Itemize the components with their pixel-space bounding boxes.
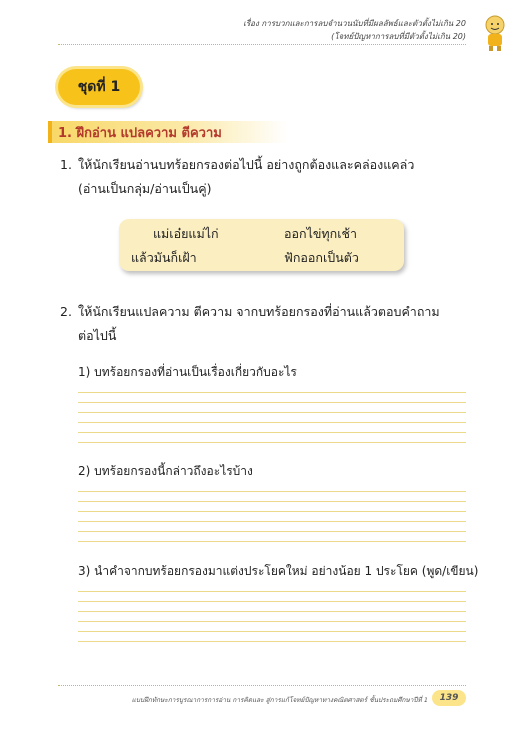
question-1-text: ให้นักเรียนอ่านบทร้อยกรองต่อไปนี้ อย่างถูกต้องและคล่องแคล่ว (78, 157, 415, 172)
poem-line2-left: แล้วมันก็เฝ้า (131, 250, 197, 265)
page-number-badge (432, 690, 466, 706)
question-2-text-2: ต่อไปนี้ (78, 328, 117, 343)
question-1 (60, 153, 414, 201)
answer-lines-1[interactable] (78, 383, 466, 443)
answer-lines-3[interactable] (78, 582, 466, 642)
child-mascot-icon (478, 12, 512, 52)
sub-question-1: 1) บทร้อยกรองที่อ่านเป็นเรื่องเกี่ยวกับอะไร (78, 365, 297, 379)
question-1-text-2: (อ่านเป็นกลุ่ม/อ่านเป็นคู่) (78, 181, 212, 196)
sub-question-2: 2) บทร้อยกรองนี้กล่าวถึงอะไรบ้าง (78, 464, 253, 478)
section-heading (48, 121, 288, 143)
question-1-number: 1. (60, 157, 72, 172)
header-line-1: เรื่อง การบวกและการลบจำนวนนับที่มีผลลัพธ์และตัวตั้งไม่เกิน 20 (243, 19, 466, 28)
poem-line2-right: ฟักออกเป็นตัว (284, 250, 359, 265)
page-number: 139 (439, 693, 459, 703)
question-2-text: ให้นักเรียนแปลความ ตีความ จากบทร้อยกรองที่อ่านแล้วตอบคำถาม (78, 304, 440, 319)
poem-line1-right: ออกไข่ทุกเช้า (284, 226, 357, 241)
question-2 (60, 300, 440, 348)
footer-divider (58, 685, 466, 686)
answer-lines-2[interactable] (78, 482, 466, 542)
running-header (243, 17, 466, 43)
header-divider (58, 44, 466, 45)
question-2-number: 2. (60, 304, 72, 319)
poem-line1-left: แม่เอ๋ยแม่ไก่ (153, 226, 219, 241)
poem-box (119, 219, 404, 271)
set-badge (58, 69, 140, 105)
section-title: 1. ฝึกอ่าน แปลความ ตีความ (58, 125, 222, 141)
set-label: ชุดที่ 1 (77, 79, 121, 95)
header-line-2: (โจทย์ปัญหาการลบที่มีตัวตั้งไม่เกิน 20) (331, 32, 466, 41)
footer-text: แบบฝึกทักษะการบูรณาการการอ่าน การคิดและ สู่การแก้โจทย์ปัญหาทางคณิตศาสตร์ ชั้นประถมศึกษาปีที่ 1 (131, 696, 428, 704)
sub-question-3: 3) นำคำจากบทร้อยกรองมาแต่งประโยคใหม่ อย่างน้อย 1 ประโยค (พูด/เขียน) (78, 564, 479, 578)
